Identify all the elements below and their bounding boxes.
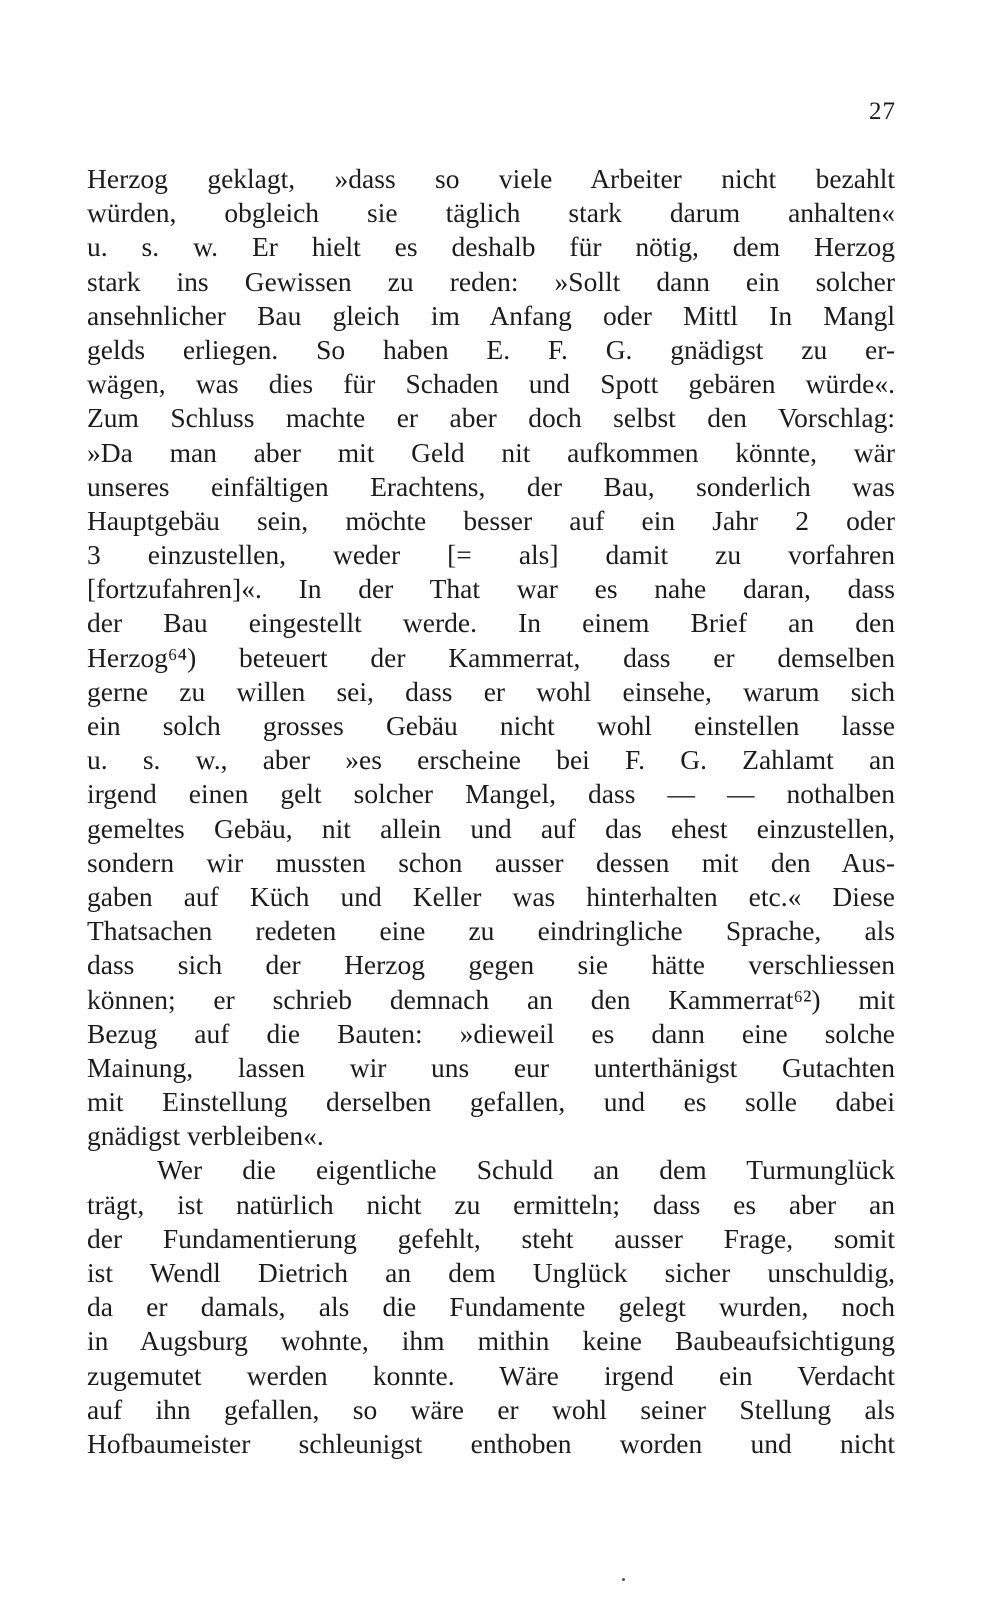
text-line: Hofbaumeister schleunigst enthoben worden und nicht [87,1427,895,1459]
text-line: Zum Schluss machte er aber doch selbst den Vorschlag: [87,402,895,434]
text-line: ist Wendl Dietrich an dem Unglück sicher unschuldig, [87,1257,895,1288]
text-line: 3 einzustellen, weder [= als] damit zu vorfahren [87,539,895,571]
text-line: mit Einstellung derselben gefallen, und es solle dabei [87,1086,895,1118]
text-line: Hauptgebäu sein, möchte besser auf ein Jahr 2 oder [87,504,895,536]
text-line: der Fundamentierung gefehlt, steht ausser Frage, somit [87,1222,895,1254]
text-line: stark ins Gewissen zu reden: »Sollt dann ein solcher [87,265,895,297]
text-line: gnädigst verbleiben«. [87,1120,324,1152]
text-line: »Da man aber mit Geld nit aufkommen könnte, wär [87,436,895,468]
text-line: [fortzufahren]«. In der That war es nahe daran, dass [87,573,895,605]
text-line: gerne zu willen sei, dass er wohl einsehe, warum sich [87,675,895,707]
print-speck [622,1578,625,1581]
text-line: würden, obgleich sie täglich stark darum anhalten« [87,197,895,229]
text-line: können; er schrieb demnach an den Kammerrat⁶²) mit [87,983,895,1015]
text-line: auf ihn gefallen, so wäre er wohl seiner Stellung als [87,1393,895,1425]
text-line: da er damals, als die Fundamente gelegt wurden, noch [87,1291,895,1323]
text-line: irgend einen gelt solcher Mangel, dass — — nothalben [87,778,895,810]
text-line: Wer die eigentliche Schuld an dem Turmunglück [157,1154,895,1186]
text-line: Herzog⁶⁴) beteuert der Kammerrat, dass er demselben [87,641,895,673]
text-line: trägt, ist natürlich nicht zu ermitteln; dass es aber an [87,1188,895,1220]
text-line: Bezug auf die Bauten: »dieweil es dann eine solche [87,1017,895,1049]
text-line: in Augsburg wohnte, ihm mithin keine Baubeaufsichtigung [87,1325,895,1357]
text-line: u. s. w. Er hielt es deshalb für nötig, dem Herzog [87,231,895,263]
text-line: gelds erliegen. So haben E. F. G. gnädigst zu er- [87,333,895,365]
text-line: Thatsachen redeten eine zu eindringliche Sprache, als [87,915,895,947]
text-line: ein solch grosses Gebäu nicht wohl einstellen lasse [87,710,895,741]
text-line: zugemutet werden konnte. Wäre irgend ein Verdacht [87,1359,895,1391]
text-line: u. s. w., aber »es erscheine bei F. G. Zahlamt an [87,744,895,776]
text-line: der Bau eingestellt werde. In einem Brief an den [87,607,895,639]
text-line: Herzog geklagt, »dass so viele Arbeiter nicht bezahlt [87,163,895,194]
text-line: unseres einfältigen Erachtens, der Bau, sonderlich was [87,470,895,502]
page-number: 27 [869,98,896,125]
text-line: sondern wir mussten schon ausser dessen mit den Aus- [87,846,895,878]
text-line: wägen, was dies für Schaden und Spott gebären würde«. [87,368,895,400]
text-line: dass sich der Herzog gegen sie hätte verschliessen [87,949,895,981]
text-line: gaben auf Küch und Keller was hinterhalten etc.« Diese [87,880,895,912]
text-line: gemeltes Gebäu, nit allein und auf das ehest einzustellen, [87,812,895,844]
text-line: ansehnlicher Bau gleich im Anfang oder Mittl In Mangl [87,299,895,331]
text-line: Mainung, lassen wir uns eur unterthänigst Gutachten [87,1051,895,1083]
body-text [87,162,895,1461]
